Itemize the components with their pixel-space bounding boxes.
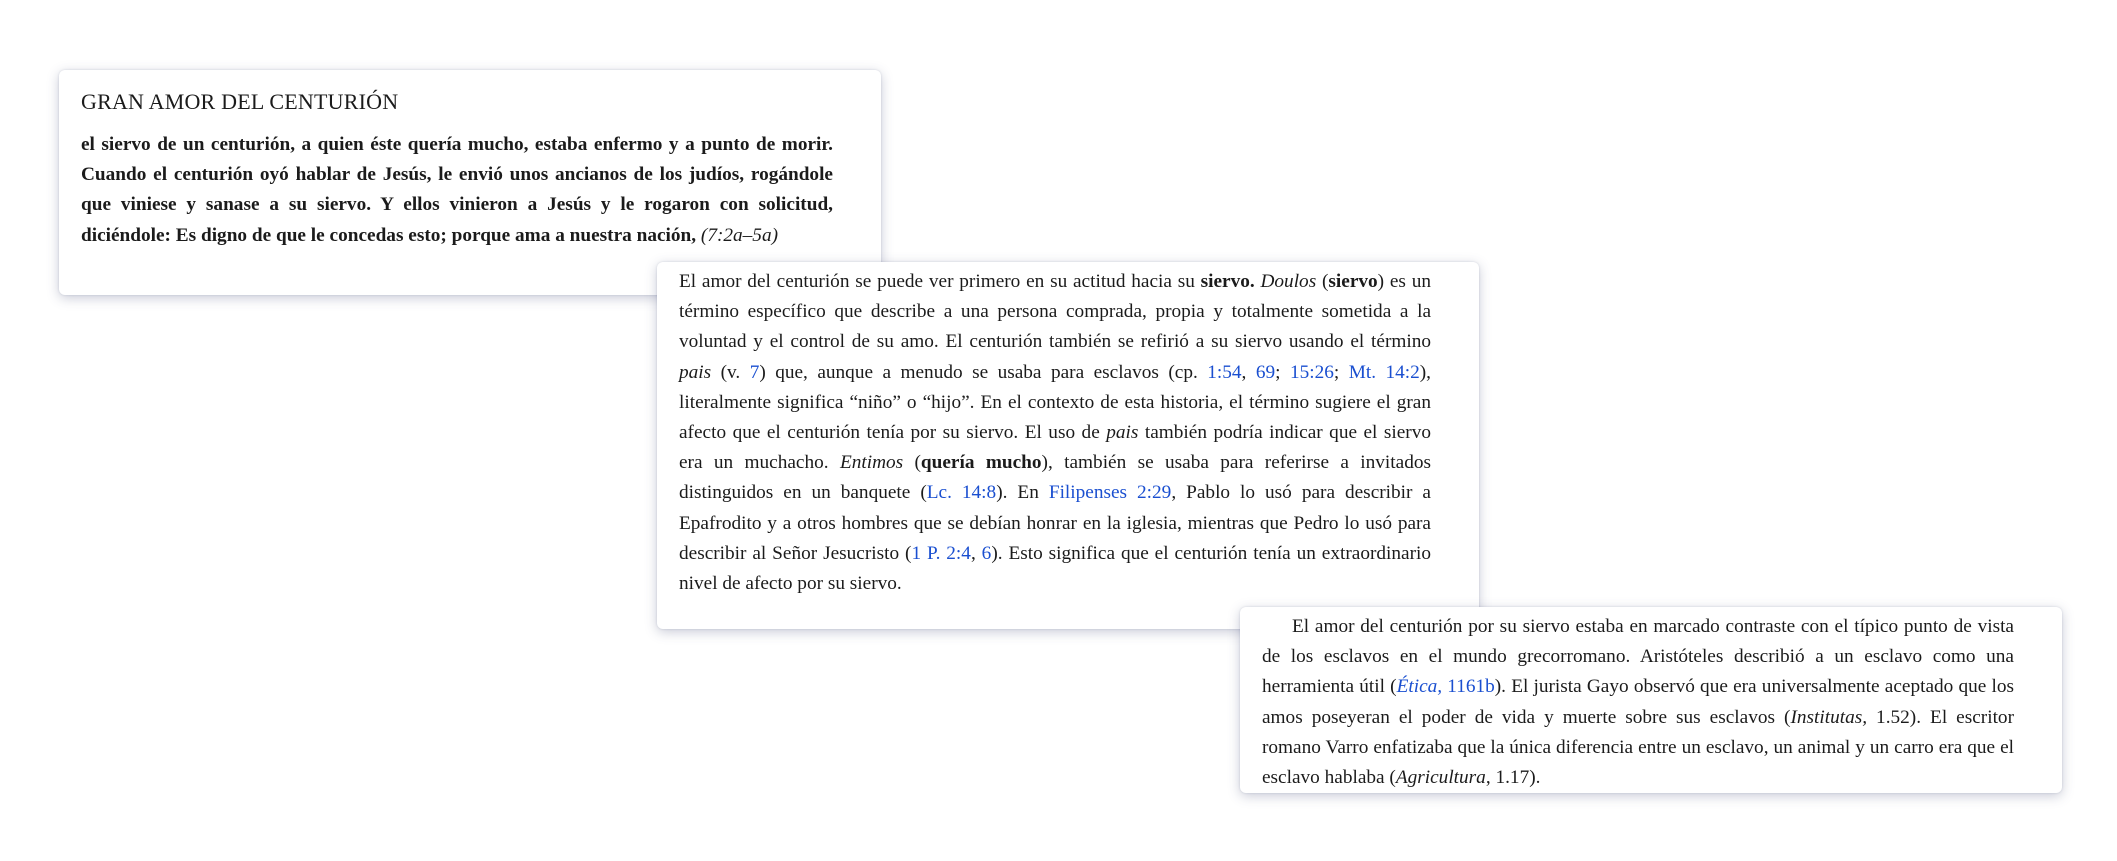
commentary-card-2 bbox=[1240, 607, 2062, 793]
term-siervo: siervo. bbox=[1200, 271, 1255, 292]
reference-title-etica: Ética, bbox=[1396, 676, 1443, 698]
scripture-link-1p-2-4[interactable]: 1 P. 2:4 bbox=[911, 542, 971, 564]
scripture-link-v7[interactable]: 7 bbox=[749, 361, 760, 383]
scripture-link-1-54[interactable]: 1:54 bbox=[1207, 361, 1242, 383]
text-segment: ). En bbox=[996, 482, 1049, 504]
commentary-paragraph-2 bbox=[1262, 612, 2014, 793]
verse-quote: el siervo de un centurión, a quien éste quería mucho, estaba enfermo y a punto de morir. Cuando el centurión oyó hablar de Jesús, le envió unos ancianos de los judíos, rogándole que viniese y sanase a su siervo. Y ellos vinieron a Jesús y le rogaron con solicitud, diciéndole: Es digno de que le concedas esto; porque ama a nuestra nación, bbox=[81, 134, 833, 246]
text-segment: , Pablo lo usó para describir a Epafrodito y a otros hombres que se debían honrar en la iglesia, mientras que Pedro lo usó para describir al Señor Jesucristo ( bbox=[679, 482, 1431, 564]
scripture-link-15-26[interactable]: 15:26 bbox=[1289, 361, 1334, 383]
text-segment: ), literalmente significa “niño” o “hijo”. En el contexto de esta historia, el término sugiere el gran afecto que el centurión tenía por su siervo. El uso de bbox=[679, 361, 1431, 444]
work-title-agricultura: Agricultura bbox=[1395, 767, 1486, 789]
scripture-link-69[interactable]: 69 bbox=[1255, 361, 1276, 383]
text-segment: (v. bbox=[711, 361, 750, 383]
greek-term-doulos: Doulos bbox=[1260, 271, 1317, 292]
text-segment: , 1.17). bbox=[1485, 767, 1541, 789]
text-segment: ; bbox=[1333, 361, 1349, 383]
text-segment: ; bbox=[1275, 361, 1290, 383]
scripture-link-lc-14-8[interactable]: Lc. 14:8 bbox=[926, 482, 997, 504]
work-title-institutas: Institutas, bbox=[1790, 706, 1868, 728]
text-segment: ( bbox=[903, 452, 921, 474]
greek-term-pais: pais bbox=[679, 361, 712, 383]
text-segment: ), también se usaba para referirse a invitados distinguidos en un banquete ( bbox=[679, 452, 1431, 504]
text-segment: también podría indicar que el siervo era un muchacho. bbox=[679, 422, 1431, 474]
reference-locator-etica: 1161b bbox=[1442, 676, 1495, 698]
text-segment: ) es un término específico que describe a una persona comprada, propia y totalmente sometida a la voluntad y el control de su amo. El centurión también se refirió a su siervo usando el término bbox=[679, 271, 1431, 353]
text-segment: ). Esto significa que el centurión tenía un extraordinario nivel de afecto por su siervo. bbox=[679, 542, 1431, 595]
text-segment: 1.52). El escritor romano Varro enfatizaba que la única diferencia entre un esclavo, un animal y un carro era que el esclavo hablaba ( bbox=[1262, 706, 2014, 789]
verse-reference: (7:2a–5a) bbox=[700, 224, 779, 246]
scripture-link-6[interactable]: 6 bbox=[981, 542, 992, 564]
text-segment: ) que, aunque a menudo se usaba para esclavos (cp. bbox=[759, 361, 1208, 383]
reference-link-etica[interactable] bbox=[1397, 676, 1495, 697]
text-segment: , bbox=[970, 542, 982, 564]
verse-text bbox=[81, 130, 833, 251]
text-segment: El amor del centurión por su siervo estaba en marcado contraste con el típico punto de vista de los esclavos en el mundo grecorromano. Aristóteles describió a un esclavo como una herramienta útil ( bbox=[1262, 616, 2014, 698]
greek-term-pais: pais bbox=[1106, 422, 1139, 444]
commentary-card-1 bbox=[657, 262, 1479, 629]
text-segment: ). El jurista Gayo observó que era universalmente aceptado que los amos poseyeran el poder de vida y muerte sobre sus esclavos ( bbox=[1262, 676, 2014, 728]
text-segment: El amor del centurión se puede ver primero en su actitud hacia su bbox=[679, 271, 1201, 292]
scripture-link-filipenses-2-29[interactable]: Filipenses 2:29 bbox=[1048, 482, 1172, 504]
section-title: GRAN AMOR DEL CENTURIÓN bbox=[81, 89, 399, 114]
greek-term-entimos: Entimos bbox=[839, 452, 904, 474]
text-segment: , bbox=[1241, 361, 1256, 383]
term-siervo-paren: siervo bbox=[1328, 271, 1378, 292]
text-segment: ( bbox=[1316, 271, 1329, 292]
commentary-paragraph-1 bbox=[679, 267, 1431, 599]
term-queria-mucho: quería mucho bbox=[920, 452, 1042, 474]
scripture-link-mt-14-2[interactable]: Mt. 14:2 bbox=[1348, 361, 1420, 383]
